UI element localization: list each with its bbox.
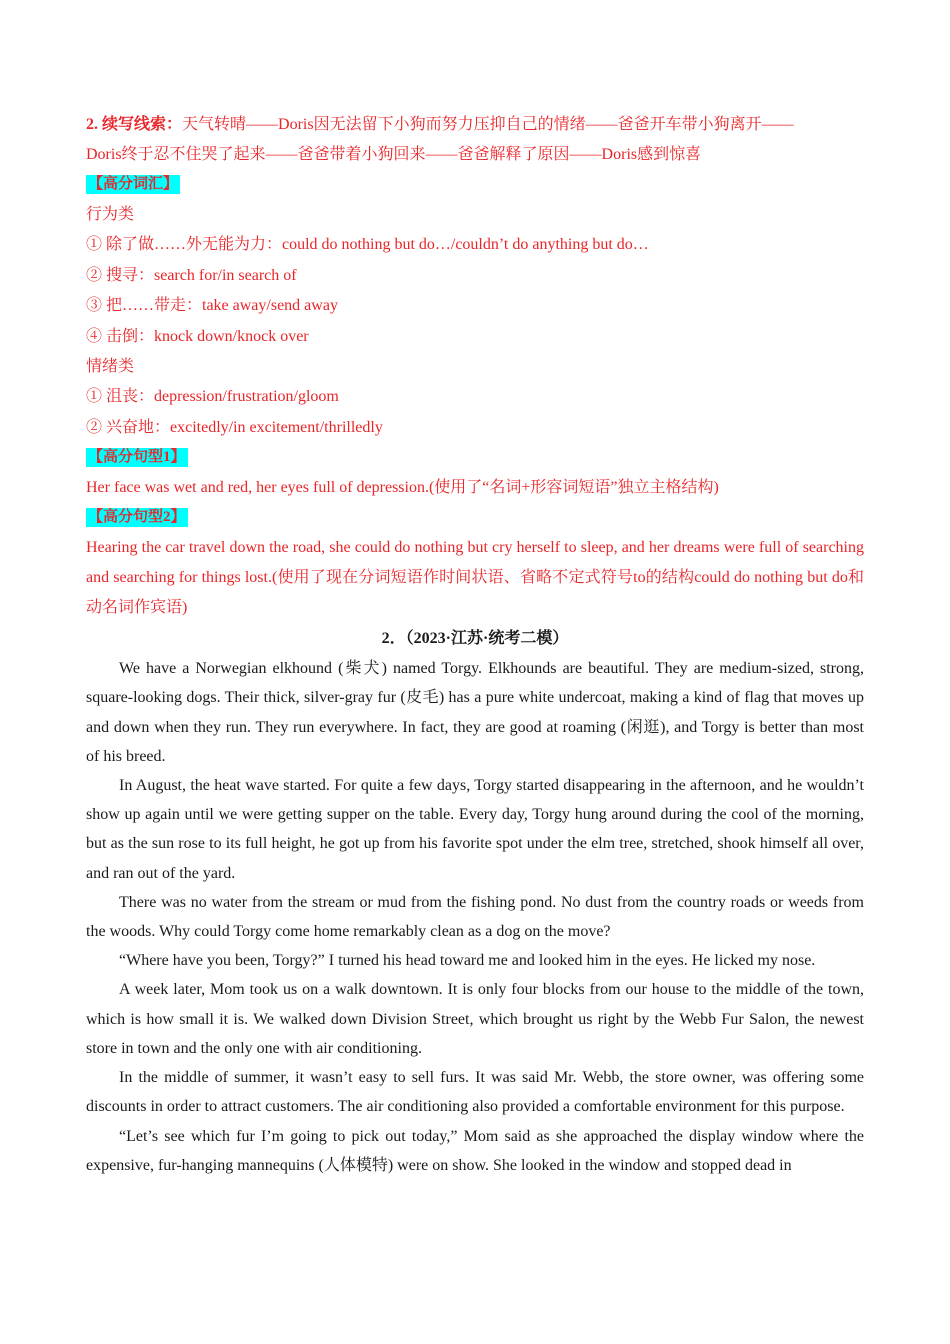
vocab-item: ① 沮丧：depression/frustration/gloom: [86, 388, 339, 406]
story-paragraph: There was no water from the stream or mud from the fishing pond. No dust from the country roads or weeds from the woods. Why could Torgy come home remarkably clean as a dog on the move?: [86, 893, 864, 941]
story-paragraph: In the middle of summer, it wasn’t easy to sell furs. It was said Mr. Webb, the store owner, was offering some discounts in order to attract customers. The air conditioning also provided a comfortable environment for this purpose.: [86, 1069, 864, 1116]
vocab-category-emotion: 情绪类: [86, 358, 135, 376]
document-page: [86, 110, 864, 1180]
sentence-pattern-2: Hearing the car travel down the road, she could do nothing but cry herself to sleep, and her dreams were full of searching and searching for things lost.(使用了现在分词短语作时间状语、省略不定式符号to的结构could do nothing but do和动名词作宾语): [86, 539, 864, 617]
vocab-item: ① 除了做……外无能为力：could do nothing but do…/couldn’t do anything but do…: [86, 236, 649, 254]
clue-line-1: 天气转晴——Doris因无法留下小狗而努力压抑自己的情绪——爸爸开车带小狗离开——: [182, 116, 794, 133]
vocab-item: ④ 击倒：knock down/knock over: [86, 327, 309, 345]
story-paragraph: A week later, Mom took us on a walk downtown. It is only four blocks from our house to the middle of the town, which is how small it is. We walked down Division Street, which brought us right by the Webb Fur Salon, the newest store in town and the only one with air conditioning.: [86, 981, 864, 1057]
vocab-category-behavior: 行为类: [86, 206, 135, 223]
sentence-tag-2: 【高分句型2】: [88, 509, 186, 526]
vocab-item: ② 兴奋地：excitedly/in excitement/thrilledly: [86, 418, 383, 436]
story-paragraph: “Where have you been, Torgy?” I turned his head toward me and looked him in the eyes. He licked my nose.: [119, 952, 816, 970]
vocab-item: ② 搜寻：search for/in search of: [86, 266, 297, 284]
vocab-tag: 【高分词汇】: [88, 176, 179, 192]
sentence-pattern-1: Her face was wet and red, her eyes full of depression.(使用了“名词+形容词短语”独立主格结构): [86, 479, 719, 497]
story-paragraph: We have a Norwegian elkhound (柴犬) named Torgy. Elkhounds are beautiful. They are medium-sized, strong, square-looking dogs. Their thick, silver-gray fur (皮毛) has a pure white undercoat, making a kind of flag that moves up and down when they run. They run everywhere. In fact, they are good at roaming (闲逛), and Torgy is better than most of his breed.: [86, 660, 864, 765]
sentence-tag-1: 【高分句型1】: [88, 449, 186, 466]
story-paragraph: In August, the heat wave started. For quite a few days, Torgy started disappearing in the afternoon, and he wouldn’t show up again until we were getting supper on the table. Every day, Torgy hung around during the cool of the morning, but as the sun rose to its full height, he got up from his favorite spot under the elm tree, stretched, shook himself all over, and ran out of the yard.: [86, 777, 864, 882]
vocab-item: ③ 把……带走：take away/send away: [86, 297, 338, 315]
clue-label: 2. 续写线索：: [86, 116, 183, 133]
story-paragraph: “Let’s see which fur I’m going to pick out today,” Mom said as she approached the display window where the expensive, fur-hanging mannequins (人体模特) were on show. She looked in the window and stopped dead in: [86, 1127, 864, 1174]
section-heading: 2．（2023·江苏·统考二模）: [381, 630, 569, 648]
clue-line-2: Doris终于忍不住哭了起来——爸爸带着小狗回来——爸爸解释了原因——Doris感到惊喜: [86, 146, 702, 163]
story-text: [86, 654, 864, 1180]
writing-clue: [86, 110, 864, 170]
